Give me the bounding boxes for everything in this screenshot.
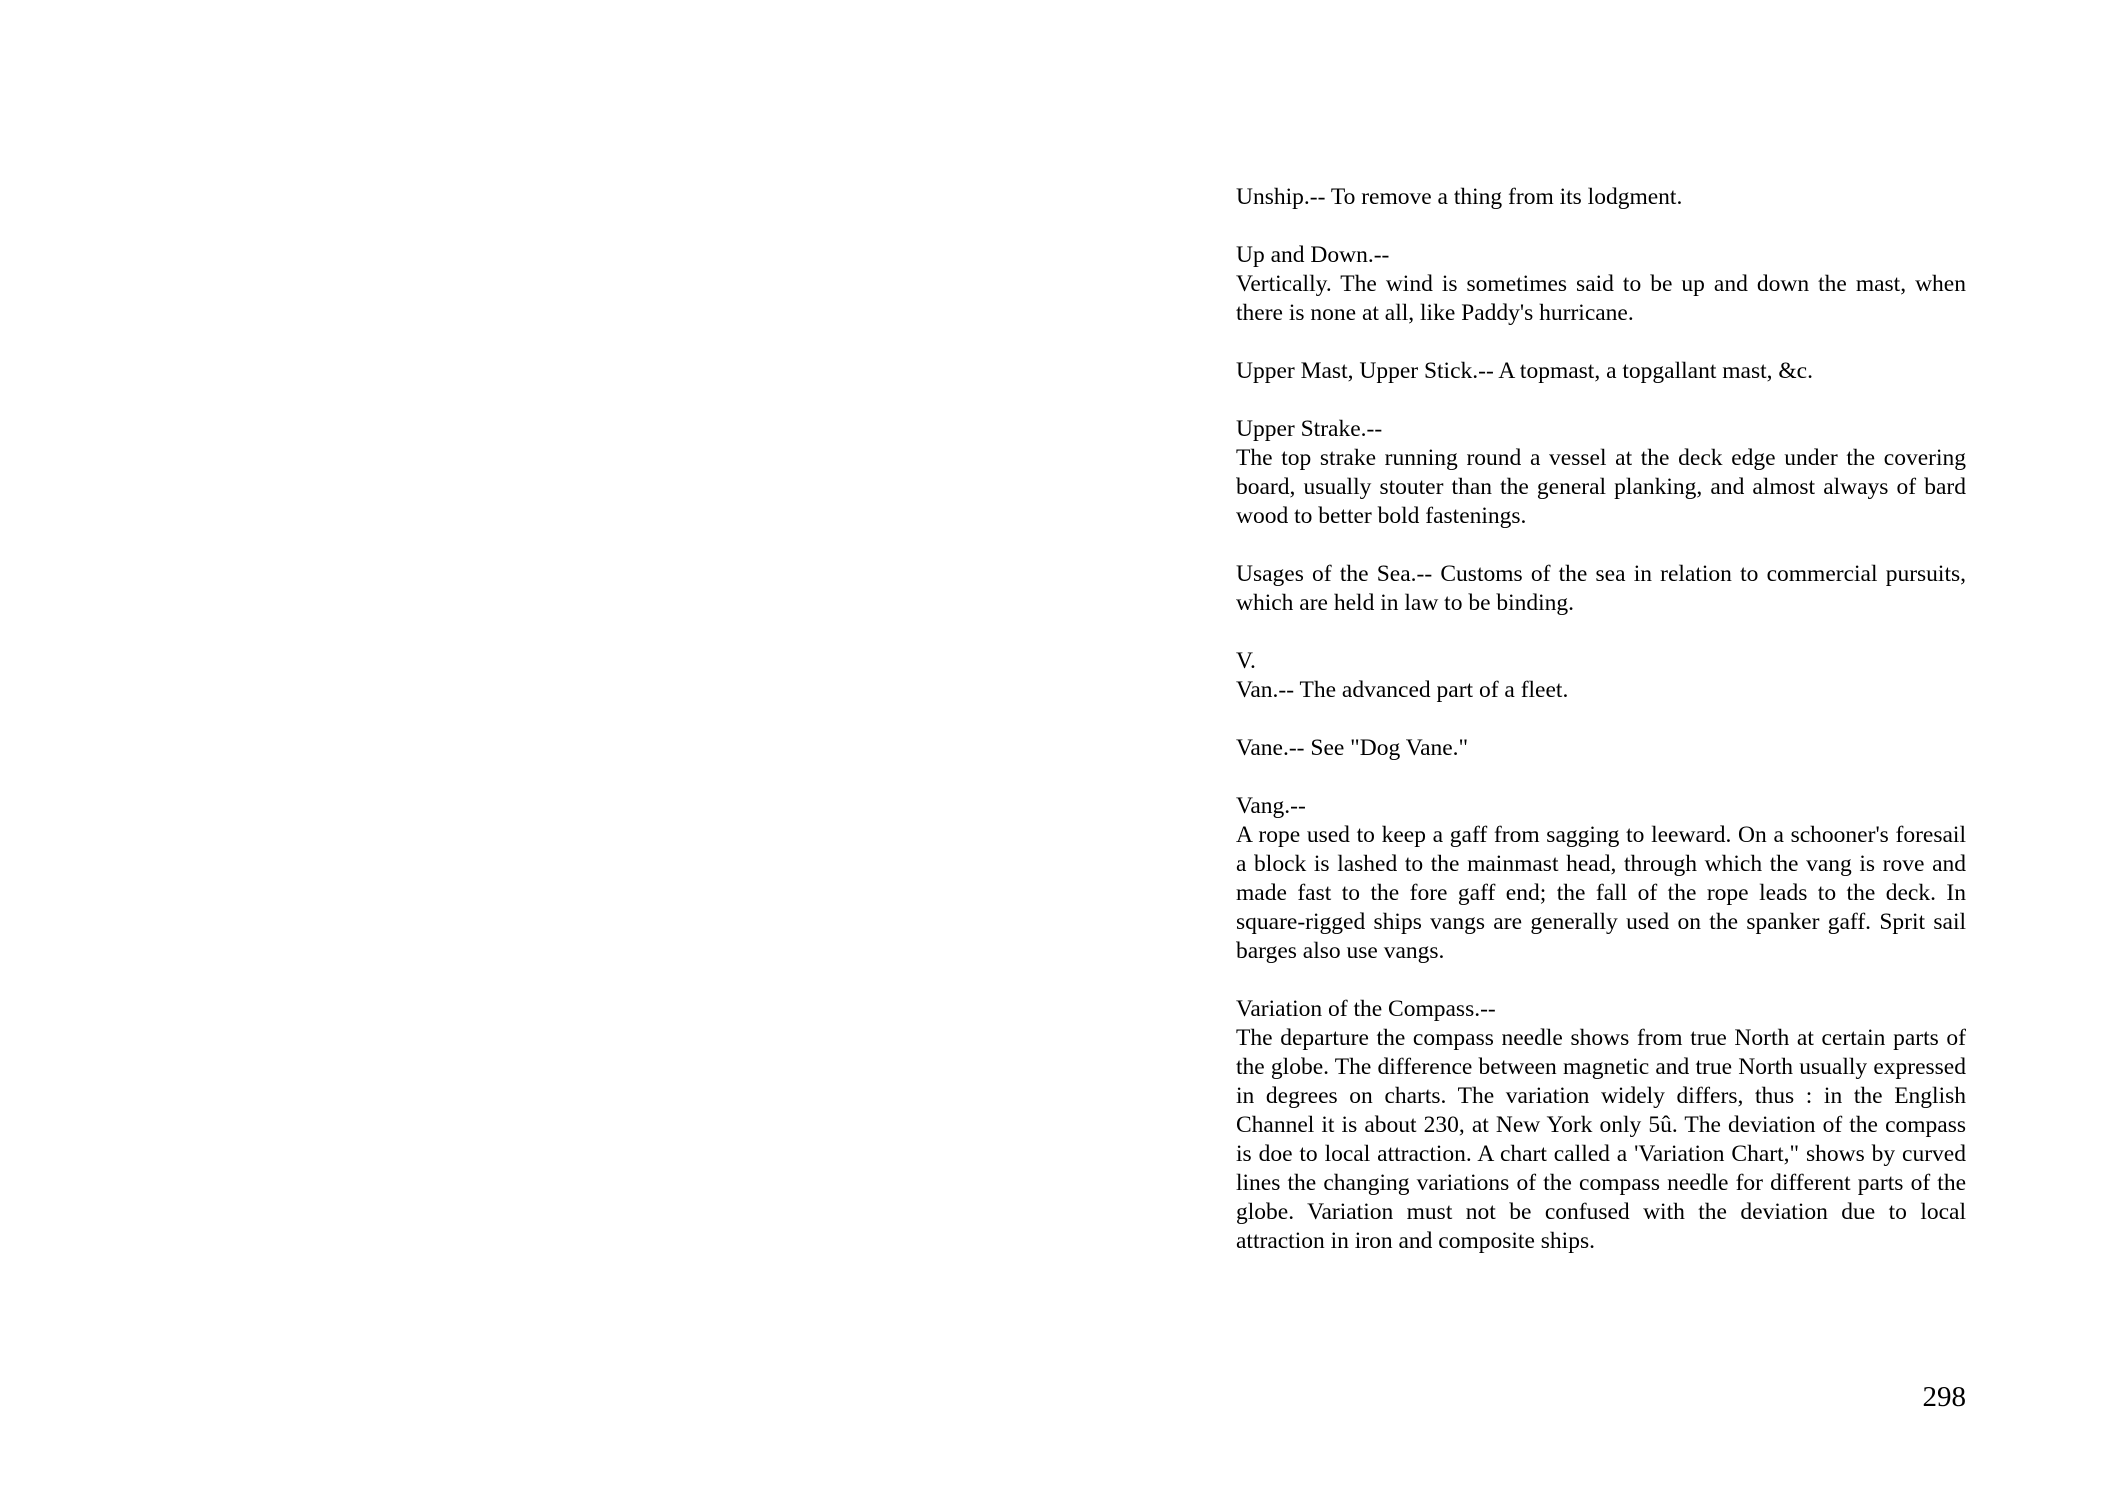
entry-upper-mast: [1236, 357, 1966, 386]
entry-up-and-down: [1236, 241, 1966, 328]
entry-text: Upper Mast, Upper Stick.-- A topmast, a topgallant mast, &c.: [1236, 358, 1813, 384]
glossary-text-column: [1236, 183, 1966, 1285]
entry-heading: Vang.--: [1236, 793, 1306, 819]
entry-definition: The top strake running round a vessel at the deck edge under the covering board, usually stouter than the general planking, and almost always of bard wood to better bold fastenings.: [1236, 445, 1966, 529]
entry-upper-strake: [1236, 415, 1966, 531]
entry-text: Vane.-- See "Dog Vane.": [1236, 735, 1469, 761]
entry-heading: Up and Down.--: [1236, 242, 1390, 268]
entry-text: Van.-- The advanced part of a fleet.: [1236, 677, 1569, 703]
page-number: 298: [1922, 1381, 1966, 1413]
entry-usages-of-the-sea: [1236, 560, 1966, 618]
entry-vane: [1236, 734, 1966, 763]
entry-heading: Upper Strake.--: [1236, 416, 1383, 442]
entry-heading: Variation of the Compass.--: [1236, 996, 1496, 1022]
entry-van: [1236, 647, 1966, 705]
entry-variation-of-the-compass: [1236, 995, 1966, 1256]
entry-definition: The departure the compass needle shows from true North at certain parts of the globe. The difference between magnetic and true North usually expressed in degrees on charts. The variation widely differs, thus : in the English Channel it is about 230, at New York only 5û. The deviation of the compass is doe to local attraction. A chart called a 'Variation Chart," shows by curved lines the changing variations of the compass needle for different parts of the globe. Variation must not be confused with the deviation due to local attraction in iron and composite ships.: [1236, 1025, 1966, 1254]
blank-left-page: [0, 0, 1052, 1489]
entry-text: Usages of the Sea.-- Customs of the sea in relation to commercial pursuits, which are held in law to be binding.: [1236, 561, 1966, 616]
entry-unship: [1236, 183, 1966, 212]
entry-definition: A rope used to keep a gaff from sagging to leeward. On a schooner's foresail a block is lashed to the mainmast head, through which the vang is rove and made fast to the fore gaff end; the fall of the rope leads to the deck. In square-rigged ships vangs are generally used on the spanker gaff. Sprit sail barges also use vangs.: [1236, 822, 1966, 964]
section-letter: V.: [1236, 648, 1256, 674]
entry-text: Unship.-- To remove a thing from its lodgment.: [1236, 184, 1683, 210]
entry-definition: Vertically. The wind is sometimes said to be up and down the mast, when there is none at all, like Paddy's hurricane.: [1236, 271, 1966, 326]
entry-vang: [1236, 792, 1966, 966]
